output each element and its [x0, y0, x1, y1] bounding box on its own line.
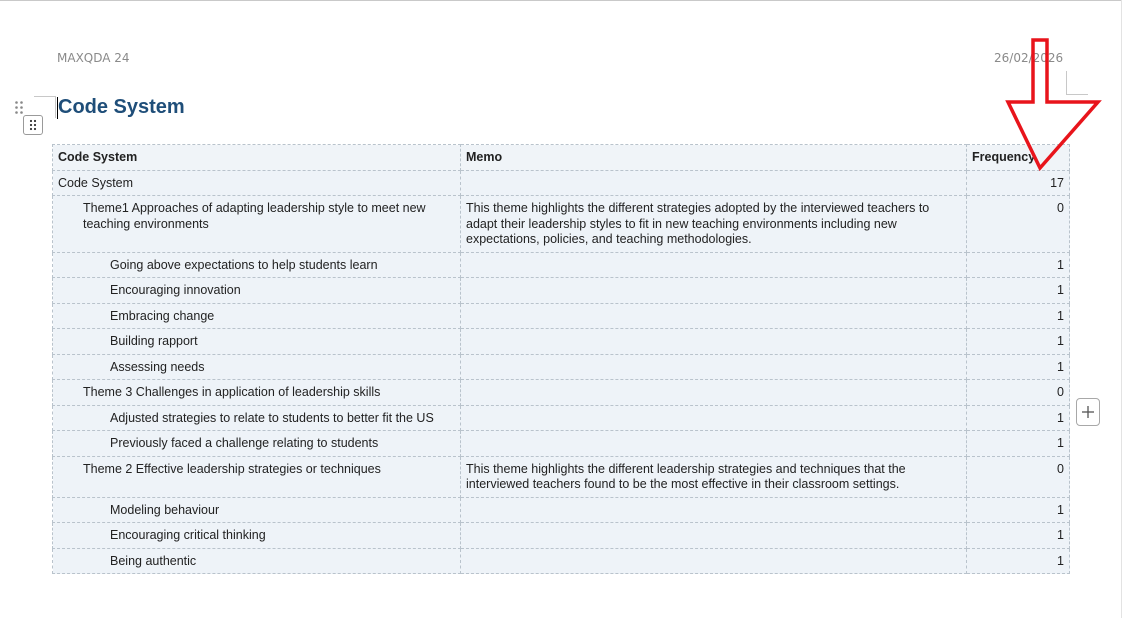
memo-cell[interactable]	[461, 252, 967, 278]
table-row[interactable]	[53, 548, 1070, 574]
frequency-cell[interactable]: 1	[967, 497, 1070, 523]
code-name-cell[interactable]: Being authentic	[53, 548, 461, 574]
memo-cell[interactable]	[461, 431, 967, 457]
top-border	[0, 0, 1122, 1]
memo-cell[interactable]	[461, 354, 967, 380]
code-name-cell[interactable]: Encouraging innovation	[53, 278, 461, 304]
column-header-code[interactable]: Code System	[53, 145, 461, 171]
code-name-cell[interactable]: Previously faced a challenge relating to students	[53, 431, 461, 457]
move-handle-icon	[28, 119, 38, 131]
memo-cell[interactable]	[461, 380, 967, 406]
memo-cell[interactable]	[461, 548, 967, 574]
table-row[interactable]	[53, 329, 1070, 355]
frequency-cell[interactable]: 1	[967, 354, 1070, 380]
code-name-cell[interactable]: Assessing needs	[53, 354, 461, 380]
code-name-cell[interactable]: Theme 2 Effective leadership strategies or techniques	[53, 456, 461, 497]
frequency-cell[interactable]: 1	[967, 431, 1070, 457]
page-title[interactable]: Code System	[58, 96, 185, 118]
drag-handle-icon-svg	[14, 100, 24, 116]
table-row[interactable]	[53, 252, 1070, 278]
table-move-handle[interactable]	[23, 115, 43, 135]
code-name-cell[interactable]: Code System	[53, 170, 461, 196]
frequency-cell[interactable]: 1	[967, 523, 1070, 549]
table-body	[53, 170, 1070, 574]
column-header-memo[interactable]: Memo	[461, 145, 967, 171]
code-name-cell[interactable]: Modeling behaviour	[53, 497, 461, 523]
frequency-cell[interactable]: 1	[967, 278, 1070, 304]
table-row[interactable]	[53, 405, 1070, 431]
column-header-frequency[interactable]: Frequency	[967, 145, 1070, 171]
frequency-cell[interactable]: 1	[967, 548, 1070, 574]
table-row[interactable]	[53, 431, 1070, 457]
frequency-cell[interactable]: 1	[967, 405, 1070, 431]
memo-cell[interactable]	[461, 497, 967, 523]
frequency-cell[interactable]: 1	[967, 329, 1070, 355]
table-row[interactable]	[53, 456, 1070, 497]
code-name-cell[interactable]: Embracing change	[53, 303, 461, 329]
arrow-down-icon	[1000, 36, 1106, 172]
add-row-button[interactable]	[1076, 398, 1100, 426]
code-name-cell[interactable]: Going above expectations to help students learn	[53, 252, 461, 278]
document-header-app-name: MAXQDA 24	[57, 51, 130, 65]
plus-icon	[1081, 405, 1095, 419]
memo-cell[interactable]: This theme highlights the different leadership strategies and techniques that the interviewed teachers found to be the most effective in their classroom settings.	[461, 456, 967, 497]
frequency-cell[interactable]: 1	[967, 252, 1070, 278]
table-header-row	[53, 145, 1070, 171]
frequency-cell[interactable]: 0	[967, 380, 1070, 406]
frequency-cell[interactable]: 1	[967, 303, 1070, 329]
frequency-cell[interactable]: 0	[967, 456, 1070, 497]
table-row[interactable]	[53, 170, 1070, 196]
memo-cell[interactable]: This theme highlights the different strategies adopted by the interviewed teachers to adapt their leadership styles to fit in new teaching environments including new expectations, policies, and teaching methodologies.	[461, 196, 967, 253]
table-row[interactable]	[53, 354, 1070, 380]
table-row[interactable]	[53, 497, 1070, 523]
memo-cell[interactable]	[461, 170, 967, 196]
memo-cell[interactable]	[461, 523, 967, 549]
memo-cell[interactable]	[461, 303, 967, 329]
code-system-table	[52, 144, 1070, 574]
memo-cell[interactable]	[461, 278, 967, 304]
frequency-cell[interactable]: 17	[967, 170, 1070, 196]
memo-cell[interactable]	[461, 329, 967, 355]
memo-cell[interactable]	[461, 405, 967, 431]
table-row[interactable]	[53, 303, 1070, 329]
code-name-cell[interactable]: Building rapport	[53, 329, 461, 355]
table-row[interactable]	[53, 278, 1070, 304]
code-name-cell[interactable]: Encouraging critical thinking	[53, 523, 461, 549]
document-header-date: 26/02/2026	[994, 51, 1064, 65]
code-name-cell[interactable]: Theme1 Approaches of adapting leadership style to meet new teaching environments	[53, 196, 461, 253]
frequency-cell[interactable]: 0	[967, 196, 1070, 253]
table-row[interactable]	[53, 380, 1070, 406]
table-row[interactable]	[53, 523, 1070, 549]
code-name-cell[interactable]: Adjusted strategies to relate to students to better fit the US	[53, 405, 461, 431]
table-row[interactable]	[53, 196, 1070, 253]
code-name-cell[interactable]: Theme 3 Challenges in application of leadership skills	[53, 380, 461, 406]
drag-handle-icon[interactable]	[14, 100, 26, 114]
